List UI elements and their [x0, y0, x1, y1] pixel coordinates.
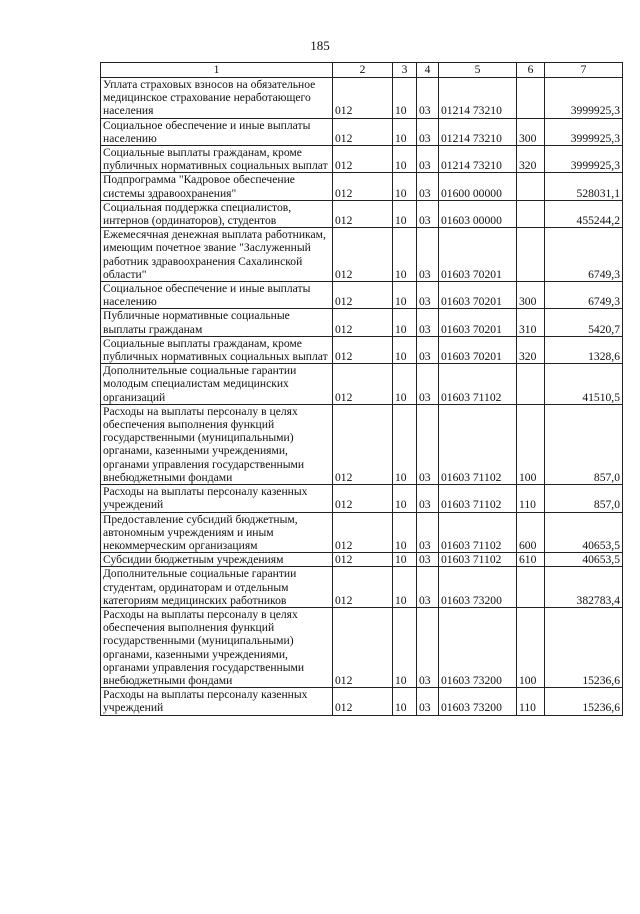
- table-row: [101, 228, 623, 282]
- row-section-code: 10: [393, 485, 417, 512]
- row-amount: 15236,6: [545, 688, 623, 715]
- table-row: [101, 146, 623, 173]
- row-section-code: 10: [393, 607, 417, 687]
- header-cell: 5: [439, 63, 517, 78]
- row-target-code: 01603 71102: [439, 553, 517, 567]
- row-target-code: 01603 73200: [439, 567, 517, 608]
- row-subsection-code: 03: [417, 567, 439, 608]
- table-row: [101, 336, 623, 363]
- row-section-code: 10: [393, 404, 417, 484]
- row-subsection-code: 03: [417, 404, 439, 484]
- row-section-code: 10: [393, 282, 417, 309]
- row-name: Публичные нормативные социальные выплаты гражданам: [101, 309, 333, 336]
- row-name: Расходы на выплаты персоналу казенных учреждений: [101, 688, 333, 715]
- row-amount: 41510,5: [545, 364, 623, 405]
- row-name: Расходы на выплаты персоналу в целях обеспечения выполнения функций государственными (муниципальными) органами, казенными учреждениями, органами управления государственными внебюджетными фондами: [101, 607, 333, 687]
- row-ministry-code: 012: [333, 78, 393, 119]
- row-name: Социальное обеспечение и иные выплаты населению: [101, 282, 333, 309]
- row-target-code: 01603 70201: [439, 228, 517, 282]
- row-target-code: 01214 73210: [439, 118, 517, 145]
- row-expense-type: 110: [517, 688, 545, 715]
- row-subsection-code: 03: [417, 309, 439, 336]
- row-name: Подпрограмма "Кадровое обеспечение системы здравоохранения": [101, 173, 333, 200]
- row-name: Субсидии бюджетным учреждениям: [101, 553, 333, 567]
- row-target-code: 01603 71102: [439, 512, 517, 553]
- row-name: Ежемесячная денежная выплата работникам, имеющим почетное звание "Заслуженный работник здравоохранения Сахалинской области": [101, 228, 333, 282]
- table-row: [101, 553, 623, 567]
- row-section-code: 10: [393, 512, 417, 553]
- row-subsection-code: 03: [417, 173, 439, 200]
- row-section-code: 10: [393, 553, 417, 567]
- row-subsection-code: 03: [417, 78, 439, 119]
- table-row: [101, 567, 623, 608]
- row-amount: 5420,7: [545, 309, 623, 336]
- row-subsection-code: 03: [417, 146, 439, 173]
- row-target-code: 01600 00000: [439, 173, 517, 200]
- row-name: Предоставление субсидий бюджетным, автономным учреждениям и иным некоммерческим организациям: [101, 512, 333, 553]
- row-section-code: 10: [393, 567, 417, 608]
- row-expense-type: 100: [517, 607, 545, 687]
- row-section-code: 10: [393, 228, 417, 282]
- page-number: 185: [310, 38, 330, 53]
- row-section-code: 10: [393, 309, 417, 336]
- row-ministry-code: 012: [333, 688, 393, 715]
- row-expense-type: 100: [517, 404, 545, 484]
- row-amount: 528031,1: [545, 173, 623, 200]
- row-subsection-code: 03: [417, 512, 439, 553]
- row-target-code: 01603 70201: [439, 309, 517, 336]
- row-name: Социальное обеспечение и иные выплаты населению: [101, 118, 333, 145]
- table-row: [101, 364, 623, 405]
- row-expense-type: 300: [517, 118, 545, 145]
- row-target-code: 01603 73200: [439, 688, 517, 715]
- row-name: Социальная поддержка специалистов, интернов (ординаторов), студентов: [101, 200, 333, 227]
- row-amount: 382783,4: [545, 567, 623, 608]
- row-subsection-code: 03: [417, 485, 439, 512]
- row-target-code: 01214 73210: [439, 146, 517, 173]
- row-subsection-code: 03: [417, 118, 439, 145]
- row-section-code: 10: [393, 146, 417, 173]
- row-ministry-code: 012: [333, 173, 393, 200]
- row-target-code: 01603 70201: [439, 336, 517, 363]
- row-amount: 3999925,3: [545, 78, 623, 119]
- row-subsection-code: 03: [417, 688, 439, 715]
- row-expense-type: [517, 228, 545, 282]
- table-row: [101, 173, 623, 200]
- table-row: [101, 309, 623, 336]
- header-cell: 1: [101, 63, 333, 78]
- row-ministry-code: 012: [333, 200, 393, 227]
- row-amount: 857,0: [545, 404, 623, 484]
- row-target-code: 01603 73200: [439, 607, 517, 687]
- table-row: [101, 607, 623, 687]
- row-section-code: 10: [393, 173, 417, 200]
- row-ministry-code: 012: [333, 146, 393, 173]
- row-target-code: 01603 71102: [439, 364, 517, 405]
- row-amount: 857,0: [545, 485, 623, 512]
- row-amount: 6749,3: [545, 228, 623, 282]
- row-ministry-code: 012: [333, 309, 393, 336]
- row-amount: 1328,6: [545, 336, 623, 363]
- header-row: [101, 63, 623, 78]
- row-expense-type: 310: [517, 309, 545, 336]
- row-target-code: 01603 70201: [439, 282, 517, 309]
- row-target-code: 01603 71102: [439, 485, 517, 512]
- row-subsection-code: 03: [417, 607, 439, 687]
- row-ministry-code: 012: [333, 228, 393, 282]
- row-amount: 6749,3: [545, 282, 623, 309]
- row-subsection-code: 03: [417, 364, 439, 405]
- row-expense-type: [517, 78, 545, 119]
- row-expense-type: 300: [517, 282, 545, 309]
- row-name: Расходы на выплаты персоналу казенных учреждений: [101, 485, 333, 512]
- table-row: [101, 78, 623, 119]
- row-ministry-code: 012: [333, 512, 393, 553]
- row-subsection-code: 03: [417, 282, 439, 309]
- row-subsection-code: 03: [417, 228, 439, 282]
- row-section-code: 10: [393, 200, 417, 227]
- row-expense-type: [517, 200, 545, 227]
- table-row: [101, 200, 623, 227]
- row-expense-type: 110: [517, 485, 545, 512]
- row-amount: 3999925,3: [545, 146, 623, 173]
- row-ministry-code: 012: [333, 485, 393, 512]
- budget-table: [100, 62, 623, 716]
- header-cell: 6: [517, 63, 545, 78]
- row-amount: 3999925,3: [545, 118, 623, 145]
- table-row: [101, 688, 623, 715]
- row-name: Уплата страховых взносов на обязательное медицинское страхование неработающего населения: [101, 78, 333, 119]
- row-expense-type: 610: [517, 553, 545, 567]
- row-expense-type: 320: [517, 146, 545, 173]
- row-expense-type: [517, 364, 545, 405]
- row-ministry-code: 012: [333, 282, 393, 309]
- row-target-code: 01214 73210: [439, 78, 517, 119]
- row-expense-type: [517, 567, 545, 608]
- row-target-code: 01603 00000: [439, 200, 517, 227]
- row-section-code: 10: [393, 118, 417, 145]
- table-row: [101, 282, 623, 309]
- row-section-code: 10: [393, 364, 417, 405]
- table-row: [101, 118, 623, 145]
- row-section-code: 10: [393, 336, 417, 363]
- row-subsection-code: 03: [417, 553, 439, 567]
- row-subsection-code: 03: [417, 336, 439, 363]
- row-name: Социальные выплаты гражданам, кроме публичных нормативных социальных выплат: [101, 336, 333, 363]
- row-amount: 40653,5: [545, 512, 623, 553]
- header-cell: 4: [417, 63, 439, 78]
- row-expense-type: 320: [517, 336, 545, 363]
- row-expense-type: [517, 173, 545, 200]
- row-amount: 455244,2: [545, 200, 623, 227]
- row-name: Дополнительные социальные гарантии студентам, ординаторам и отдельным категориям медицинских работников: [101, 567, 333, 608]
- row-ministry-code: 012: [333, 553, 393, 567]
- row-target-code: 01603 71102: [439, 404, 517, 484]
- header-cell: 3: [393, 63, 417, 78]
- row-ministry-code: 012: [333, 404, 393, 484]
- row-expense-type: 600: [517, 512, 545, 553]
- row-amount: 15236,6: [545, 607, 623, 687]
- row-section-code: 10: [393, 78, 417, 119]
- row-amount: 40653,5: [545, 553, 623, 567]
- row-ministry-code: 012: [333, 607, 393, 687]
- header-cell: 2: [333, 63, 393, 78]
- row-ministry-code: 012: [333, 118, 393, 145]
- row-subsection-code: 03: [417, 200, 439, 227]
- row-name: Социальные выплаты гражданам, кроме публичных нормативных социальных выплат: [101, 146, 333, 173]
- table-row: [101, 485, 623, 512]
- table-row: [101, 512, 623, 553]
- header-cell: 7: [545, 63, 623, 78]
- row-name: Дополнительные социальные гарантии молодым специалистам медицинских организаций: [101, 364, 333, 405]
- row-section-code: 10: [393, 688, 417, 715]
- row-ministry-code: 012: [333, 364, 393, 405]
- table-row: [101, 404, 623, 484]
- row-ministry-code: 012: [333, 567, 393, 608]
- row-ministry-code: 012: [333, 336, 393, 363]
- row-name: Расходы на выплаты персоналу в целях обеспечения выполнения функций государственными (муниципальными) органами, казенными учреждениями, органами управления государственными внебюджетными фондами: [101, 404, 333, 484]
